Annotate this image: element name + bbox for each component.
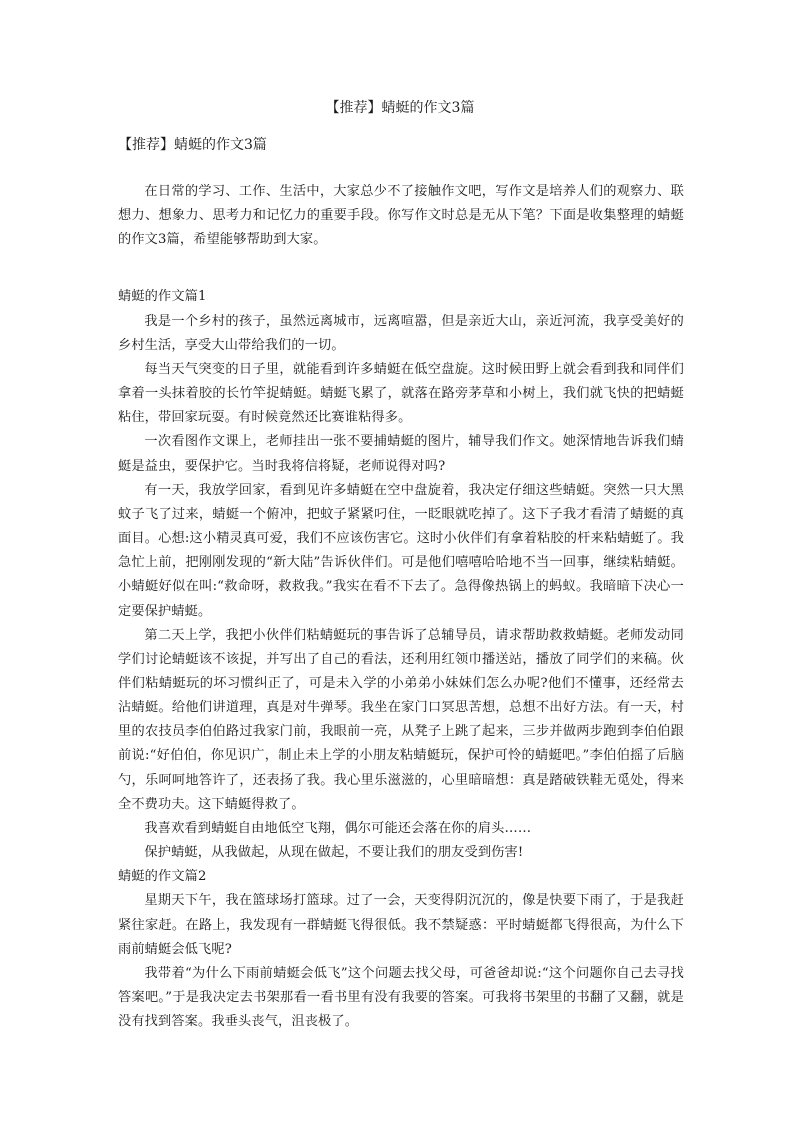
paragraph: 我带着“为什么下雨前蜻蜓会低飞”这个问题去找父母，可爸爸却说:“这个问题你自己去寻找答案吧。”于是我决定去书架那看一看书里有没有我要的答案。可我将书架里的书翻了又翻，就是没有找到答案。我垂头丧气，沮丧极了。	[118, 965, 684, 1030]
section-heading: 蜻蜓的作文篇1	[118, 289, 207, 305]
document-subtitle: 【推荐】蜻蜓的作文3篇	[118, 137, 267, 153]
paragraph: 一次看图作文课上，老师挂出一张不要捕蜻蜓的图片，辅导我们作文。她深情地告诉我们蜻蜓是益虫，要保护它。当时我将信将疑，老师说得对吗?	[118, 434, 684, 474]
paragraph: 我是一个乡村的孩子，虽然远离城市，远离喧嚣，但是亲近大山，亲近河流，我享受美好的乡村生活，享受大山带给我们的一切。	[118, 313, 684, 353]
paragraph: 每当天气突变的日子里，就能看到许多蜻蜓在低空盘旋。这时候田野上就会看到我和同伴们拿着一头抹着胶的长竹竿捉蜻蜓。蜻蜓飞累了，就落在路旁茅草和小树上，我们就飞快的把蜻蜓粘住，带回家玩耍。有时候竟然还比赛谁粘得多。	[118, 361, 684, 426]
section-heading: 蜻蜓的作文篇2	[118, 869, 207, 885]
article-body	[118, 180, 684, 1034]
paragraph: 有一天，我放学回家，看到见许多蜻蜓在空中盘旋着，我决定仔细这些蜻蜓。突然一只大黑蚊子飞了过来，蜻蜓一个俯冲，把蚊子紧紧叼住，一眨眼就吃掉了。这下子我才看清了蜻蜓的真面目。心想:这小精灵真可爱，我们不应该伤害它。这时小伙伴们有拿着粘胶的杆来粘蜻蜓了。我急忙上前，把刚刚发现的“新大陆”告诉伙伴们。可是他们嘻嘻哈哈地不当一回事，继续粘蜻蜓。小蜻蜓好似在叫:“救命呀，救救我。”我实在看不下去了。急得像热锅上的蚂蚁。我暗暗下决心一定要保护蜻蜓。	[118, 482, 684, 619]
paragraph: 星期天下午，我在篮球场打篮球。过了一会，天变得阴沉沉的，像是快要下雨了，于是我赶紧往家赶。在路上，我发现有一群蜻蜓飞得很低。我不禁疑惑：平时蜻蜓都飞得很高，为什么下雨前蜻蜓会低飞呢?	[118, 893, 684, 957]
paragraph: 我喜欢看到蜻蜓自由地低空飞翔，偶尔可能还会落在你的肩头……	[144, 820, 532, 836]
paragraph: 保护蜻蜓，从我做起，从现在做起，不要让我们的朋友受到伤害!	[144, 845, 524, 861]
intro-paragraph: 在日常的学习、工作、生活中，大家总少不了接触作文吧，写作文是培养人们的观察力、联想力、想象力、思考力和记忆力的重要手段。你写作文时总是无从下笔？下面是收集整理的蜻蜓的作文3篇，希望能够帮助到大家。	[118, 184, 684, 248]
page-title: 【推荐】蜻蜓的作文3篇	[325, 100, 475, 116]
paragraph: 第二天上学，我把小伙伴们粘蜻蜓玩的事告诉了总辅导员，请求帮助救救蜻蜓。老师发动同学们讨论蜻蜓该不该捉，并写出了自己的看法，还利用红领巾播送站，播放了同学们的来稿。伙伴们粘蜻蜓玩的坏习惯纠正了，可是未入学的小弟弟小妹妹们怎么办呢?他们不懂事，还经常去沾蜻蜓。给他们讲道理，真是对牛弹琴。我坐在家门口冥思苦想，总想不出好方法。有一天，村里的农技员李伯伯路过我家门前，我眼前一亮，从凳子上跳了起来，三步并做两步跑到李伯伯跟前说:“好伯伯，你见识广，制止未上学的小朋友粘蜻蜓玩，保护可怜的蜻蜓吧。”李伯伯摇了后脑勺，乐呵呵地答许了，还表扬了我。我心里乐滋滋的，心里暗暗想：真是踏破铁鞋无觅处，得来全不费功夫。这下蜻蜓得救了。	[118, 627, 684, 812]
